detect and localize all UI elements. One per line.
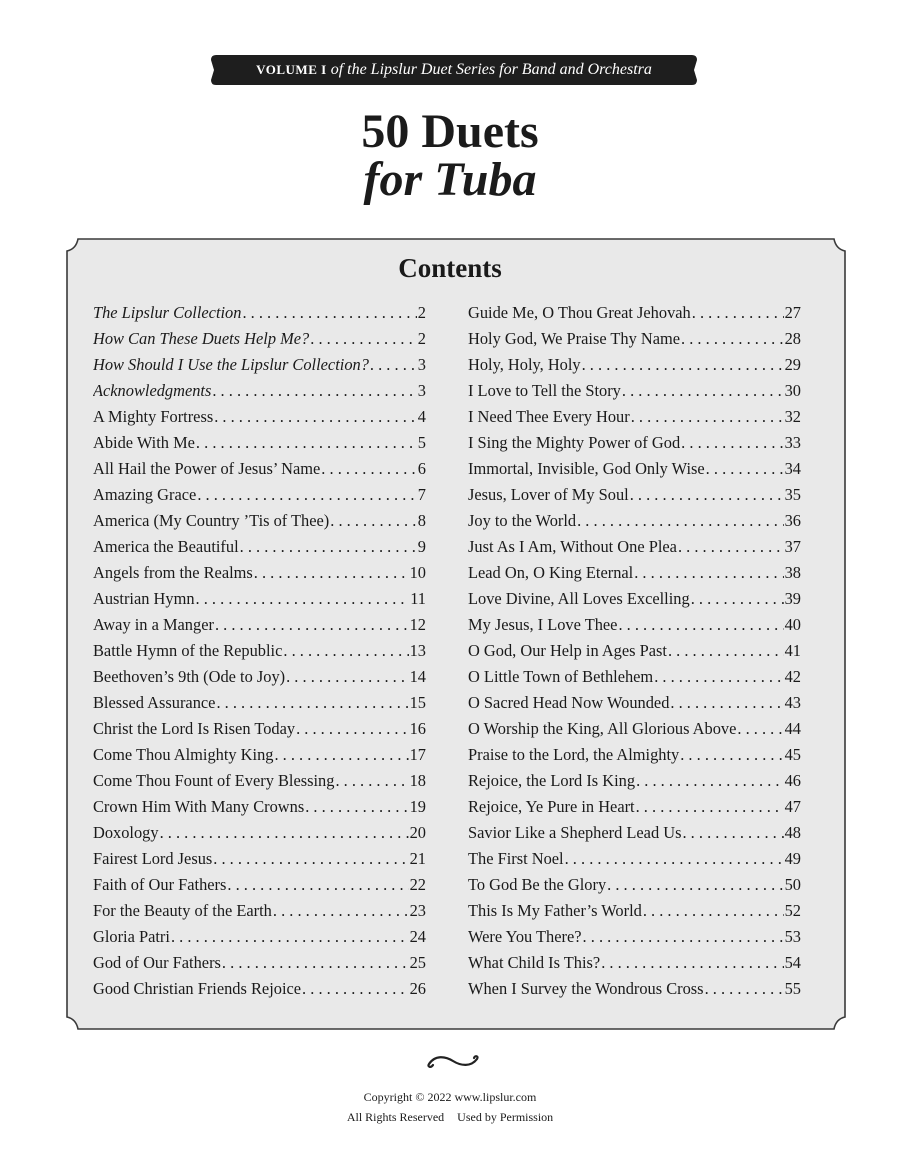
toc-entry[interactable]	[468, 924, 801, 950]
toc-leader-dots	[643, 898, 784, 924]
toc-entry-title: All Hail the Power of Jesus’ Name	[93, 459, 321, 478]
toc-entry-title: Lead On, O King Eternal	[468, 563, 634, 582]
toc-leader-dots	[214, 404, 417, 430]
toc-entry-page: 2	[417, 329, 426, 348]
toc-entry[interactable]	[468, 352, 801, 378]
toc-entry-title: I Love to Tell the Story	[468, 381, 621, 400]
toc-entry-title: Abide With Me	[93, 433, 195, 452]
toc-entry[interactable]	[468, 482, 801, 508]
toc-leader-dots	[654, 664, 783, 690]
toc-entry-title: Just As I Am, Without One Plea	[468, 537, 677, 556]
toc-leader-dots	[283, 638, 408, 664]
toc-entry[interactable]	[468, 690, 801, 716]
toc-entry[interactable]	[468, 612, 801, 638]
toc-entry[interactable]	[93, 742, 426, 768]
toc-entry-page: 25	[409, 953, 426, 972]
toc-entry[interactable]	[93, 846, 426, 872]
toc-entry-page: 45	[784, 745, 801, 764]
toc-leader-dots	[582, 352, 784, 378]
toc-entry-page: 39	[784, 589, 801, 608]
toc-entry-title: Doxology	[93, 823, 159, 842]
toc-entry-title: Holy, Holy, Holy	[468, 355, 581, 374]
toc-entry[interactable]	[93, 430, 426, 456]
toc-leader-dots	[240, 534, 417, 560]
toc-entry-page: 36	[784, 511, 801, 530]
flourish-ornament	[425, 1052, 483, 1070]
toc-entry-page: 29	[784, 355, 801, 374]
toc-entry-title: Savior Like a Shepherd Lead Us	[468, 823, 682, 842]
toc-entry-page: 34	[784, 459, 801, 478]
toc-entry[interactable]	[93, 794, 426, 820]
toc-entry-page: 47	[784, 797, 801, 816]
toc-entry-title: Good Christian Friends Rejoice	[93, 979, 302, 998]
toc-entry-page: 18	[409, 771, 426, 790]
toc-entry[interactable]	[93, 300, 426, 326]
toc-entry[interactable]	[468, 820, 801, 846]
toc-leader-dots	[577, 508, 784, 534]
toc-leader-dots	[254, 560, 409, 586]
toc-entry[interactable]	[93, 820, 426, 846]
toc-entry-page: 3	[417, 355, 426, 374]
toc-entry-title: Beethoven’s 9th (Ode to Joy)	[93, 667, 286, 686]
toc-leader-dots	[607, 872, 783, 898]
toc-leader-dots	[273, 898, 409, 924]
toc-entry[interactable]	[468, 742, 801, 768]
toc-entry-page: 3	[417, 381, 426, 400]
toc-entry-title: Away in a Manger	[93, 615, 214, 634]
banner-series: of the Lipslur Duet Series for Band and Orchestra	[330, 61, 652, 78]
toc-entry-page: 9	[417, 537, 426, 556]
toc-entry-page: 35	[784, 485, 801, 504]
toc-leader-dots	[622, 378, 784, 404]
toc-entry-title: Crown Him With Many Crowns	[93, 797, 305, 816]
toc-entry-title: Immortal, Invisible, God Only Wise	[468, 459, 705, 478]
toc-entry-title: Guide Me, O Thou Great Jehovah	[468, 303, 691, 322]
toc-leader-dots	[691, 586, 784, 612]
toc-entry-page: 27	[784, 303, 801, 322]
toc-entry-page: 40	[784, 615, 801, 634]
toc-leader-dots	[227, 872, 408, 898]
toc-entry-title: Angels from the Realms	[93, 563, 253, 582]
toc-leader-dots	[330, 508, 417, 534]
toc-entry-title: Austrian Hymn	[93, 589, 195, 608]
toc-entry-page: 50	[784, 875, 801, 894]
toc-entry-page: 43	[784, 693, 801, 712]
toc-leader-dots	[682, 820, 783, 846]
toc-leader-dots	[583, 924, 784, 950]
toc-entry[interactable]	[93, 664, 426, 690]
toc-entry-page: 15	[409, 693, 426, 712]
toc-entry-page: 21	[409, 849, 426, 868]
toc-leader-dots	[213, 846, 408, 872]
toc-leader-dots	[197, 482, 416, 508]
banner-volume: VOLUME I	[256, 62, 327, 77]
toc-entry-title: A Mighty Fortress	[93, 407, 214, 426]
copyright-line: Copyright © 2022 www.lipslur.com	[363, 1090, 537, 1104]
toc-leader-dots	[370, 352, 417, 378]
toc-entry-title: Joy to the World	[468, 511, 577, 530]
toc-entry-title: Rejoice, Ye Pure in Heart	[468, 797, 635, 816]
toc-entry-title: Jesus, Lover of My Soul	[468, 485, 629, 504]
toc-entry-title: God of Our Fathers	[93, 953, 221, 972]
toc-column-right	[468, 300, 801, 1002]
toc-leader-dots	[321, 456, 417, 482]
toc-entry-page: 12	[409, 615, 426, 634]
toc-entry-title: To God Be the Glory	[468, 875, 607, 894]
series-banner	[210, 54, 698, 86]
toc-entry-page: 38	[784, 563, 801, 582]
toc-entry[interactable]	[93, 976, 426, 1002]
rights-line	[0, 1108, 900, 1126]
toc-entry-title: Christ the Lord Is Risen Today	[93, 719, 296, 738]
toc-entry-title: Blessed Assurance	[93, 693, 216, 712]
toc-entry-page: 53	[784, 927, 801, 946]
page-title: 50 Duets	[361, 105, 539, 158]
toc-entry[interactable]	[468, 430, 801, 456]
toc-entry[interactable]	[93, 612, 426, 638]
toc-entry-page: 17	[409, 745, 426, 764]
page-subtitle: for Tuba	[363, 153, 537, 206]
toc-entry[interactable]	[93, 352, 426, 378]
toc-entry-title: This Is My Father’s World	[468, 901, 642, 920]
toc-entry[interactable]	[468, 898, 801, 924]
toc-entry[interactable]	[468, 404, 801, 430]
toc-entry-title: Rejoice, the Lord Is King	[468, 771, 636, 790]
toc-leader-dots	[601, 950, 783, 976]
toc-entry[interactable]	[468, 872, 801, 898]
toc-leader-dots	[692, 300, 784, 326]
toc-entry[interactable]	[93, 768, 426, 794]
toc-entry-page: 7	[417, 485, 426, 504]
toc-entry-title: Faith of Our Fathers	[93, 875, 227, 894]
toc-leader-dots	[634, 560, 783, 586]
toc-entry-page: 23	[409, 901, 426, 920]
toc-leader-dots	[302, 976, 409, 1002]
toc-entry-title: I Sing the Mighty Power of God	[468, 433, 681, 452]
toc-entry[interactable]	[93, 456, 426, 482]
toc-leader-dots	[670, 690, 783, 716]
toc-entry-page: 32	[784, 407, 801, 426]
toc-entry[interactable]	[93, 508, 426, 534]
toc-entry[interactable]	[93, 560, 426, 586]
toc-entry-page: 30	[784, 381, 801, 400]
toc-entry-page: 8	[417, 511, 426, 530]
toc-column-left	[93, 300, 426, 1002]
toc-entry-page: 4	[417, 407, 426, 426]
toc-leader-dots	[335, 768, 408, 794]
toc-leader-dots	[222, 950, 409, 976]
toc-leader-dots	[196, 430, 417, 456]
toc-entry-title: How Can These Duets Help Me?	[93, 329, 310, 348]
toc-leader-dots	[216, 690, 408, 716]
toc-entry-title: For the Beauty of the Earth	[93, 901, 272, 920]
toc-entry-title: O Worship the King, All Glorious Above	[468, 719, 737, 738]
toc-entry-page: 24	[409, 927, 426, 946]
toc-entry[interactable]	[468, 326, 801, 352]
toc-entry-page: 48	[784, 823, 801, 842]
toc-leader-dots	[668, 638, 784, 664]
toc-leader-dots	[274, 742, 408, 768]
toc-leader-dots	[636, 794, 784, 820]
toc-entry-title: Come Thou Fount of Every Blessing	[93, 771, 335, 790]
toc-entry-page: 5	[417, 433, 426, 452]
toc-entry-page: 55	[784, 979, 801, 998]
toc-entry-title: Fairest Lord Jesus	[93, 849, 213, 868]
toc-entry-page: 46	[784, 771, 801, 790]
rights-reserved: All Rights Reserved	[346, 1110, 445, 1124]
toc-entry-title: Holy God, We Praise Thy Name	[468, 329, 681, 348]
toc-entry[interactable]	[93, 924, 426, 950]
toc-entry[interactable]	[468, 456, 801, 482]
toc-leader-dots	[705, 976, 784, 1002]
toc-entry-page: 13	[409, 641, 426, 660]
toc-entry-page: 37	[784, 537, 801, 556]
banner-text	[210, 54, 698, 86]
toc-leader-dots	[565, 846, 784, 872]
toc-entry-title: America the Beautiful	[93, 537, 239, 556]
toc-entry-title: Battle Hymn of the Republic	[93, 641, 283, 660]
toc-entry-page: 54	[784, 953, 801, 972]
toc-entry[interactable]	[468, 794, 801, 820]
toc-entry-page: 44	[784, 719, 801, 738]
toc-leader-dots	[212, 378, 416, 404]
toc-entry[interactable]	[93, 898, 426, 924]
toc-entry-page: 33	[784, 433, 801, 452]
toc-entry[interactable]	[93, 690, 426, 716]
toc-entry-page: 10	[409, 563, 426, 582]
toc-leader-dots	[286, 664, 409, 690]
toc-entry-title: The Lipslur Collection	[93, 303, 242, 322]
toc-entry-page: 16	[409, 719, 426, 738]
toc-entry-page: 2	[417, 303, 426, 322]
toc-entry[interactable]	[468, 846, 801, 872]
toc-entry-title: Come Thou Almighty King	[93, 745, 274, 764]
toc-leader-dots	[196, 586, 410, 612]
toc-entry-title: I Need Thee Every Hour	[468, 407, 630, 426]
toc-entry-page: 22	[409, 875, 426, 894]
toc-leader-dots	[681, 430, 783, 456]
used-by-permission: Used by Permission	[457, 1110, 554, 1124]
toc-leader-dots	[681, 326, 784, 352]
toc-entry-page: 42	[784, 667, 801, 686]
toc-entry-title: When I Survey the Wondrous Cross	[468, 979, 704, 998]
toc-entry-title: O Little Town of Bethlehem	[468, 667, 654, 686]
toc-entry-title: Acknowledgments	[93, 381, 212, 400]
toc-entry[interactable]	[468, 638, 801, 664]
toc-entry-page: 6	[417, 459, 426, 478]
toc-entry[interactable]	[468, 534, 801, 560]
toc-entry[interactable]	[93, 378, 426, 404]
toc-entry[interactable]	[468, 300, 801, 326]
toc-leader-dots	[160, 820, 409, 846]
toc-entry-page: 14	[409, 667, 426, 686]
toc-entry[interactable]	[93, 950, 426, 976]
toc-leader-dots	[737, 716, 783, 742]
toc-leader-dots	[171, 924, 409, 950]
toc-entry-title: O Sacred Head Now Wounded	[468, 693, 670, 712]
toc-entry-title: What Child Is This?	[468, 953, 601, 972]
toc-leader-dots	[636, 768, 784, 794]
toc-entry-title: How Should I Use the Lipslur Collection?	[93, 355, 369, 374]
toc-entry-page: 28	[784, 329, 801, 348]
toc-leader-dots	[678, 534, 784, 560]
toc-entry-page: 26	[409, 979, 426, 998]
toc-entry[interactable]	[93, 638, 426, 664]
toc-entry[interactable]	[468, 586, 801, 612]
toc-entry-page: 52	[784, 901, 801, 920]
toc-entry-title: My Jesus, I Love Thee	[468, 615, 618, 634]
toc-entry[interactable]	[468, 950, 801, 976]
toc-entry[interactable]	[468, 716, 801, 742]
toc-entry-title: Love Divine, All Loves Excelling	[468, 589, 690, 608]
toc-entry[interactable]	[468, 560, 801, 586]
toc-entry-title: O God, Our Help in Ages Past	[468, 641, 667, 660]
toc-leader-dots	[296, 716, 409, 742]
toc-entry[interactable]	[468, 378, 801, 404]
toc-entry-title: Were You There?	[468, 927, 582, 946]
toc-leader-dots	[618, 612, 783, 638]
toc-entry-page: 41	[784, 641, 801, 660]
toc-leader-dots	[305, 794, 408, 820]
toc-entry[interactable]	[468, 976, 801, 1002]
toc-entry-page: 11	[410, 589, 426, 608]
toc-entry[interactable]	[93, 326, 426, 352]
toc-entry-title: Amazing Grace	[93, 485, 197, 504]
toc-entry[interactable]	[93, 716, 426, 742]
toc-entry-title: Gloria Patri	[93, 927, 170, 946]
toc-entry[interactable]	[93, 534, 426, 560]
toc-entry-page: 49	[784, 849, 801, 868]
toc-entry[interactable]	[93, 872, 426, 898]
toc-leader-dots	[310, 326, 417, 352]
toc-leader-dots	[630, 482, 784, 508]
toc-leader-dots	[706, 456, 784, 482]
toc-entry-title: Praise to the Lord, the Almighty	[468, 745, 680, 764]
toc-entry[interactable]	[93, 404, 426, 430]
toc-entry-title: America (My Country ’Tis of Thee)	[93, 511, 330, 530]
toc-entry[interactable]	[93, 482, 426, 508]
toc-entry-page: 20	[409, 823, 426, 842]
contents-heading: Contents	[398, 253, 502, 283]
toc-leader-dots	[631, 404, 784, 430]
toc-entry[interactable]	[468, 508, 801, 534]
toc-leader-dots	[215, 612, 409, 638]
toc-leader-dots	[242, 300, 416, 326]
toc-leader-dots	[680, 742, 783, 768]
toc-entry[interactable]	[93, 586, 426, 612]
toc-entry[interactable]	[468, 664, 801, 690]
toc-entry-page: 19	[409, 797, 426, 816]
toc-entry-title: The First Noel	[468, 849, 564, 868]
toc-entry[interactable]	[468, 768, 801, 794]
